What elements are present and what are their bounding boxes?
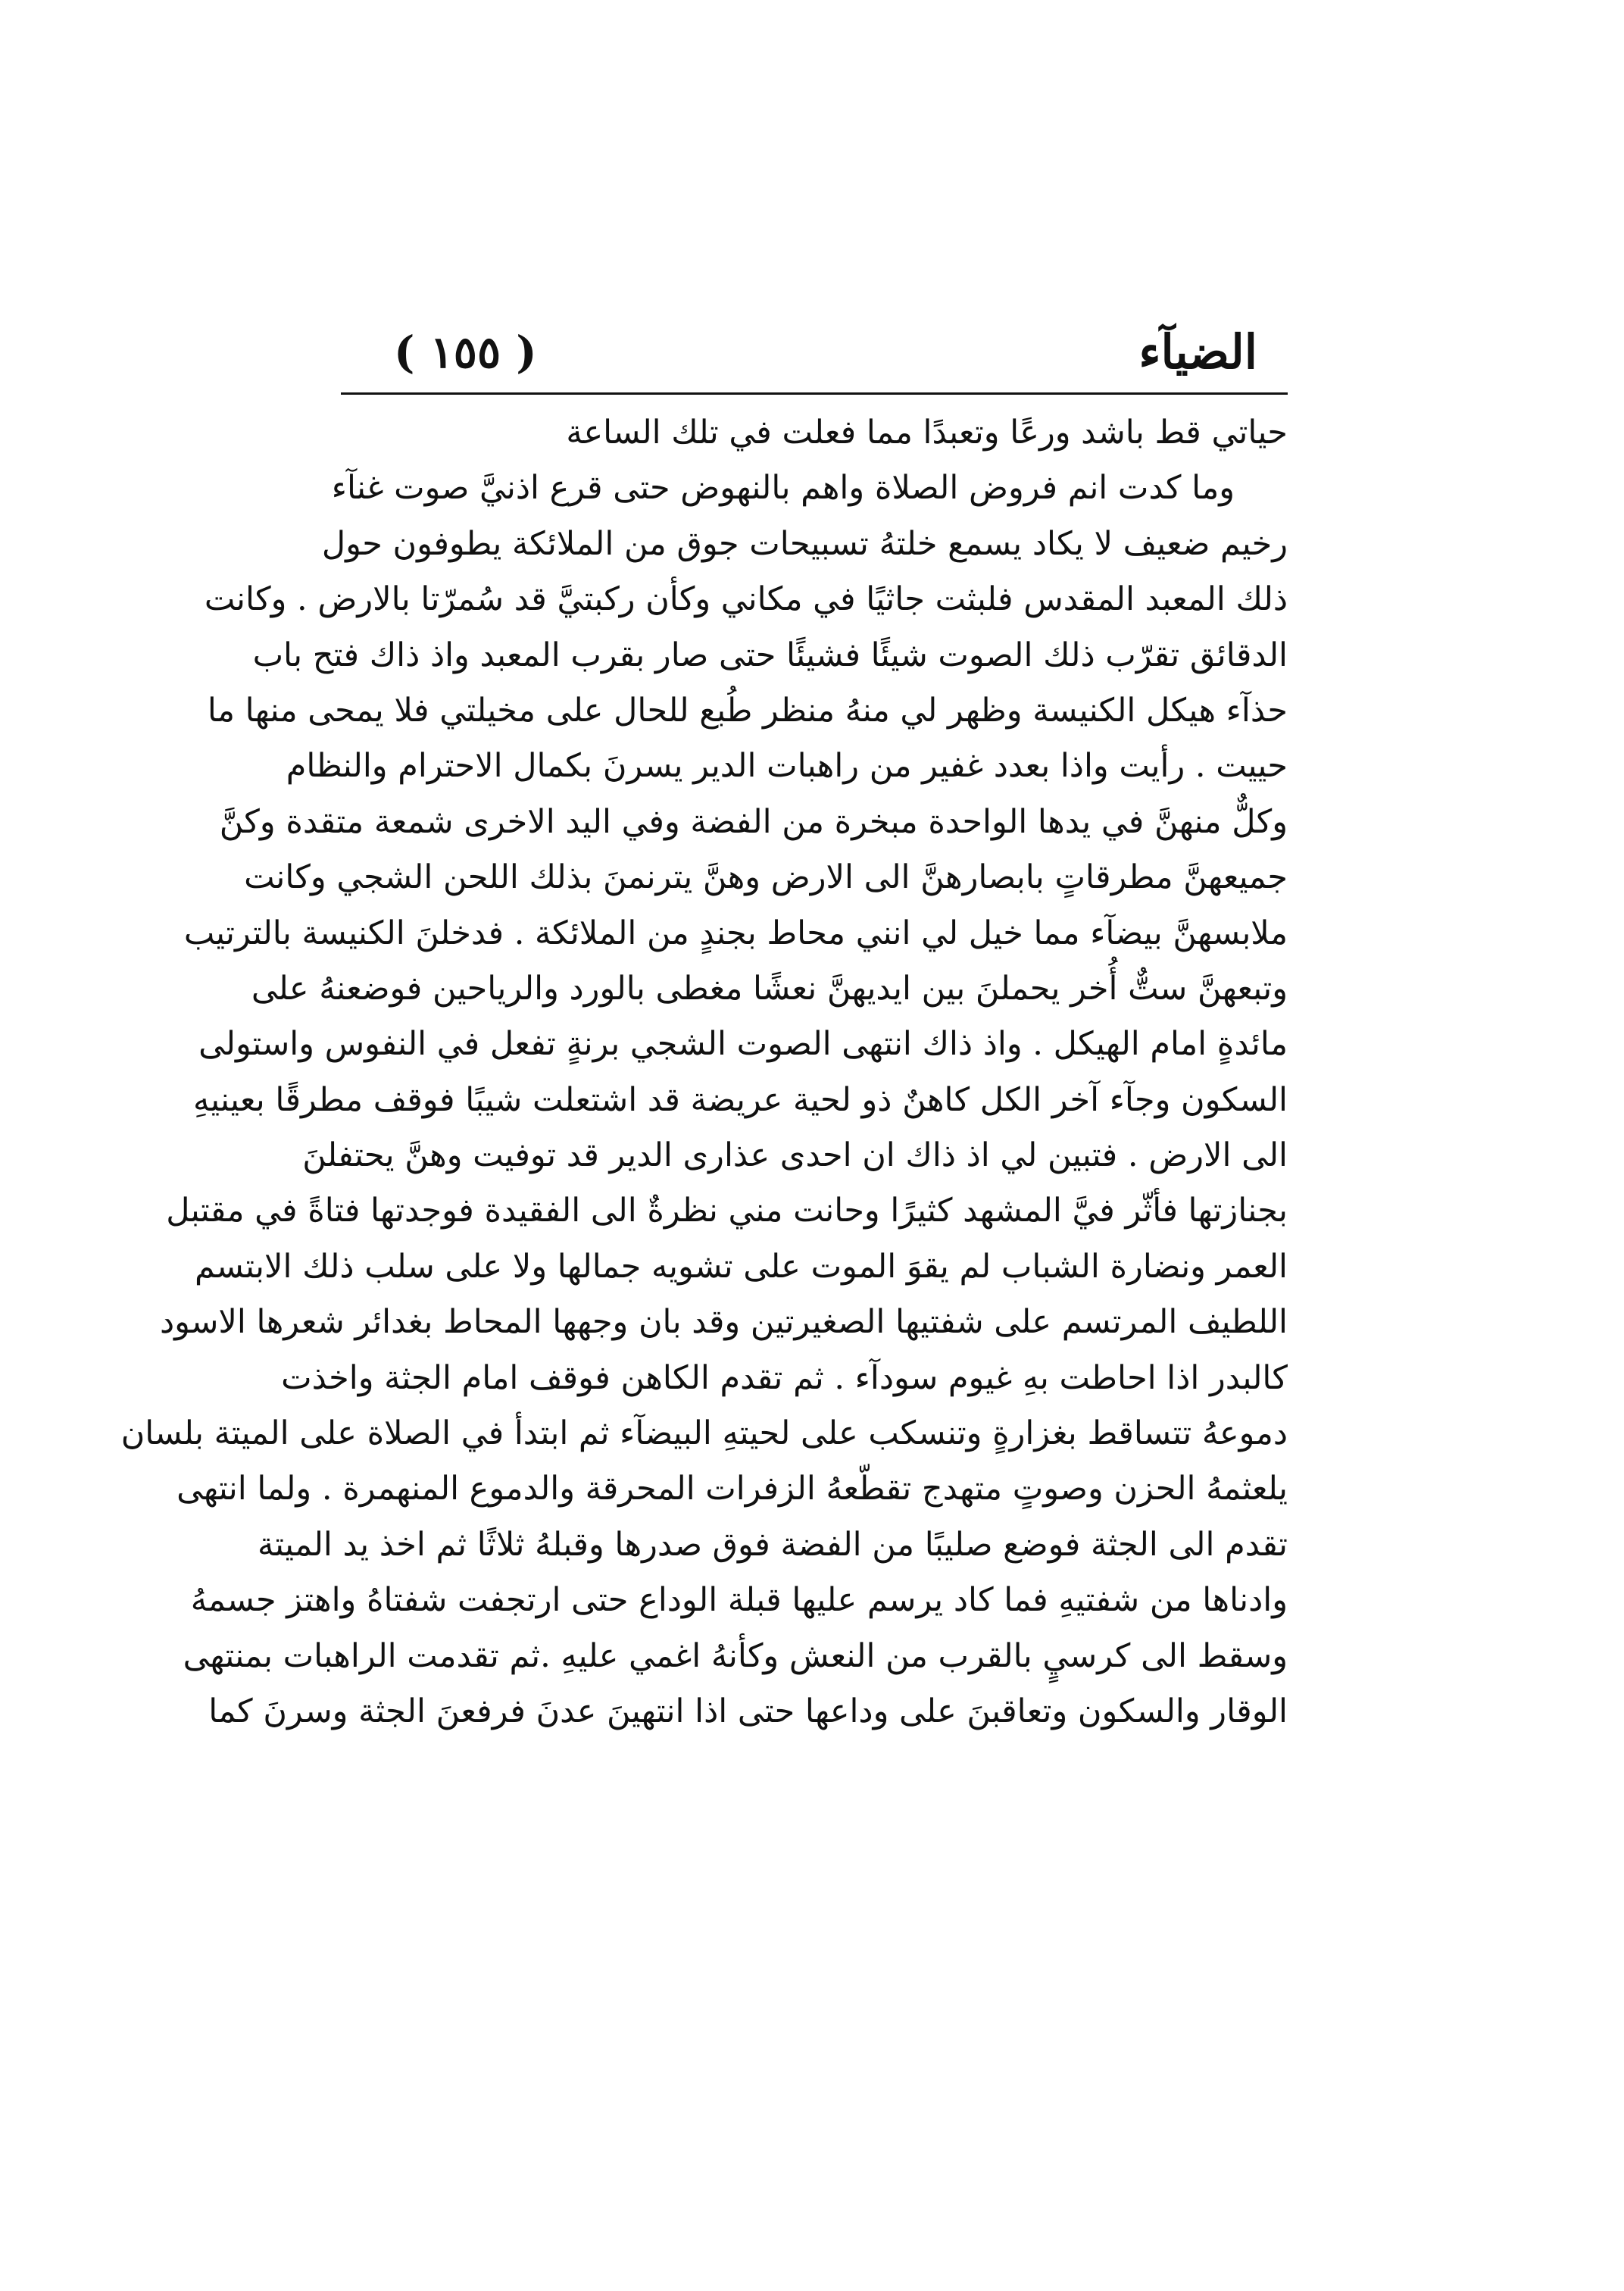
text-line: دموعهُ تتساقط بغزارةٍ وتنسكب على لحيتهِ البيضآء ثم ابتدأ في الصلاة على الميتة بلسان	[120, 1414, 1288, 1453]
header-divider	[341, 392, 1288, 395]
text-line: وكلٌّ منهنَّ في يدها الواحدة مبخرة من الفضة وفي اليد الاخرى شمعة متقدة وكنَّ	[219, 802, 1288, 841]
text-line: حذآء هيكل الكنيسة وظهر لي منهُ منظر طُبع للحال على مخيلتي فلا يمحى منها ما	[207, 691, 1288, 730]
page-header	[341, 318, 1288, 394]
text-line: الوقار والسكون وتعاقبنَ على وداعها حتى اذا انتهينَ عدنَ فرفعنَ الجثة وسرنَ كما	[208, 1692, 1288, 1730]
text-line: بجنازتها فأثّر فيَّ المشهد كثيرًا وحانت مني نظرةٌ الى الفقيدة فوجدتها فتاةً في مقتبل	[166, 1192, 1288, 1230]
text-line: وادناها من شفتيهِ فما كاد يرسم عليها قبلة الوداع حتى ارتجفت شفتاهُ واهتز جسمهُ	[190, 1581, 1288, 1620]
text-line: حييت . رأيت واذا بعدد غفير من راهبات الدير يسرنَ بكمال الاحترام والنظام	[286, 747, 1288, 786]
text-line: وسقط الى كرسيٍ بالقرب من النعش وكأنهُ اغمي عليهِ .ثم تقدمت الراهبات بمنتهى	[183, 1636, 1288, 1675]
text-line: يلعثمهُ الحزن وصوتٍ متهدج تقطّعهُ الزفرات المحرقة والدموع المنهمرة . ولما انتهى	[176, 1470, 1288, 1508]
text-line: كالبدر اذا احاطت بهِ غيوم سودآء . ثم تقدم الكاهن فوقف امام الجثة واخذت	[281, 1358, 1288, 1397]
text-line: ذلك المعبد المقدس فلبثت جاثيًا في مكاني وكأن ركبتيَّ قد سُمرّتا بالارض . وكانت	[204, 580, 1288, 619]
text-line: رخيم ضعيف لا يكاد يسمع خلتهُ تسبيحات جوق من الملائكة يطوفون حول	[321, 524, 1288, 563]
text-line: السكون وجآء آخر الكل كاهنٌ ذو لحية عريضة قد اشتعلت شيبًا فوقف مطرقًا بعينيهِ	[193, 1080, 1288, 1119]
text-line: ملابسهنَّ بيضآء مما خيل لي انني محاط بجندٍ من الملائكة . فدخلنَ الكنيسة بالترتيب	[183, 914, 1288, 952]
text-line: اللطيف المرتسم على شفتيها الصغيرتين وقد بان وجهها المحاط بغدائر شعرها الاسود	[159, 1303, 1288, 1342]
running-title: الضيآء	[1138, 324, 1257, 380]
text-line: مائدةٍ امام الهيكل . واذ ذاك انتهى الصوت الشجي برنةٍ تفعل في النفوس واستولى	[198, 1025, 1288, 1064]
text-line: العمر ونضارة الشباب لم يقوَ الموت على تشويه جمالها ولا على سلب ذلك الابتسم	[195, 1247, 1288, 1286]
page-number: ( ١٥٥ )	[394, 327, 537, 378]
text-line: وتبعهنَّ ستٌّ أُخر يحملنَ بين ايديهنَّ نعشًا مغطى بالورد والرياحين فوضعنهُ على	[251, 969, 1288, 1008]
text-line: وما كدت انم فروض الصلاة واهم بالنهوض حتى قرع اذنيَّ صوت غنآء	[331, 469, 1235, 508]
text-line: حياتي قط باشد ورعًا وتعبدًا مما فعلت في تلك الساعة	[566, 414, 1288, 452]
text-line: الى الارض . فتبين لي اذ ذاك ان احدى عذارى الدير قد توفيت وهنَّ يحتفلنَ	[302, 1136, 1288, 1175]
text-line: الدقائق تقرّب ذلك الصوت شيئًا فشيئًا حتى صار بقرب المعبد واذ ذاك فتح باب	[252, 636, 1288, 674]
body-text	[120, 405, 1288, 1739]
text-line: تقدم الى الجثة فوضع صليبًا من الفضة فوق صدرها وقبلهُ ثلاثًا ثم اخذ يد الميتة	[257, 1525, 1288, 1564]
text-line: جميعهنَّ مطرقاتٍ بابصارهنَّ الى الارض وهنَّ يترنمنَ بذلك اللحن الشجي وكانت	[244, 858, 1288, 897]
